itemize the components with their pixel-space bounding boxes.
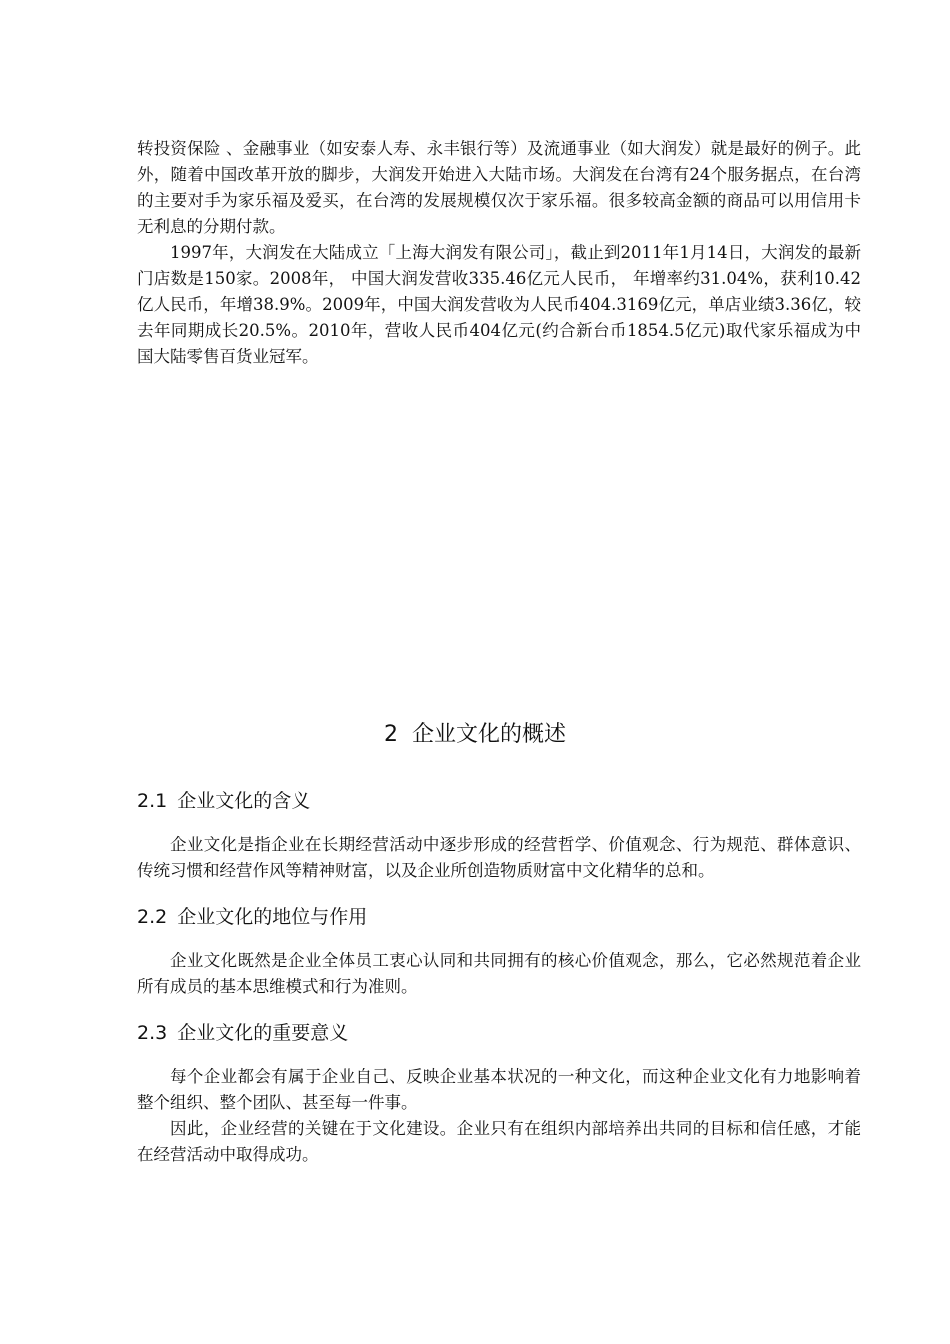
section-2-1-body [137,832,861,884]
section-number: 2.1 [137,790,168,812]
chapter-number: 2 [383,722,398,747]
section-number: 2.2 [137,906,168,928]
section-heading-2-2 [137,904,367,930]
intro-paragraph-2: 1997年，大润发在大陆成立「上海大润发有限公司」，截止到2011年1月14日，大润发的最新门店数是150家。2008年， 中国大润发营收335.46亿元人民币， 年增率约31.04%，获利10.42亿人民币，年增38.9%。2009年，中国大润发营收为人民币404.3169亿元，单店业绩3.36亿，较去年同期成长20.5%。2010年，营收人民币404亿元(约合新台币1854.5亿元)取代家乐福成为中国大陆零售百货业冠军。 [137,243,861,366]
section-2-2-body [137,948,861,1000]
section-number: 2.3 [137,1022,168,1044]
section-heading-2-1 [137,788,310,814]
section-title: 企业文化的地位与作用 [177,906,368,928]
intro-text [137,136,861,370]
section-paragraph: 企业文化既然是企业全体员工衷心认同和共同拥有的核心价值观念，那么，它必然规范着企业所有成员的基本思维模式和行为准则。 [137,951,861,996]
intro-paragraph-1: 转投资保险 、金融事业（如安泰人寿、永丰银行等）及流通事业（如大润发）就是最好的例子。此外，随着中国改革开放的脚步，大润发开始进入大陆市场。大润发在台湾有24个服务据点，在台湾的主要对手为家乐福及爱买，在台湾的发展规模仅次于家乐福。很多较高金额的商品可以用信用卡无利息的分期付款。 [137,139,861,236]
section-paragraph: 企业文化是指企业在长期经营活动中逐步形成的经营哲学、价值观念、行为规范、群体意识、传统习惯和经营作风等精神财富，以及企业所创造物质财富中文化精华的总和。 [137,835,861,880]
section-paragraph: 每个企业都会有属于企业自己、反映企业基本状况的一种文化，而这种企业文化有力地影响着整个组织、整个团队、甚至每一件事。 [137,1067,861,1112]
chapter-title-text: 企业文化的概述 [411,722,566,747]
chapter-title [0,720,950,750]
section-2-3-body [137,1064,861,1168]
section-paragraph: 因此，企业经营的关键在于文化建设。企业只有在组织内部培养出共同的目标和信任感，才能在经营活动中取得成功。 [137,1119,861,1164]
section-heading-2-3 [137,1020,348,1046]
section-title: 企业文化的含义 [177,790,311,812]
section-title: 企业文化的重要意义 [177,1022,349,1044]
